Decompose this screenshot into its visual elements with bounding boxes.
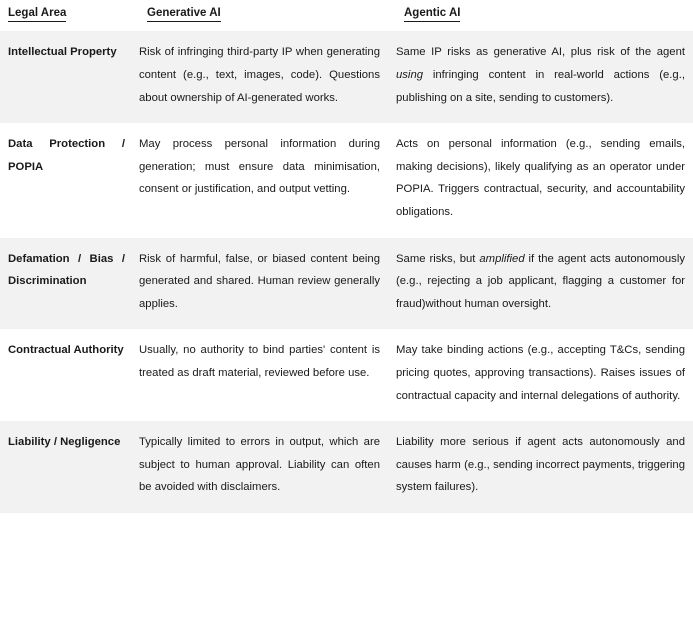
cell-agentic-ai: Same IP risks as generative AI, plus risk of the agent using infringing content in real-world actions (e.g., publishing on a site, sending to customers).: [396, 46, 685, 104]
cell-generative-ai: Typically limited to errors in output, which are subject to human approval. Liability can often be avoided with disclaimers.: [139, 436, 380, 494]
cell-agentic-ai: May take binding actions (e.g., accepting T&Cs, sending pricing quotes, approving transactions). Raises issues of contractual capacity and internal delegations of authority.: [396, 344, 685, 402]
table-header-row: [0, 0, 693, 31]
cell-legal-area: Data Protection / POPIA: [8, 138, 125, 173]
cell-generative-ai: Risk of harmful, false, or biased content being generated and shared. Human review generally applies.: [139, 252, 380, 310]
table-row: [0, 123, 693, 237]
cell-generative-ai: Usually, no authority to bind parties' content is treated as draft material, reviewed before use.: [139, 344, 380, 379]
column-header-generative-ai-label: Generative AI: [147, 6, 221, 22]
cell-generative-ai: Risk of infringing third-party IP when generating content (e.g., text, images, code). Questions about ownership of AI-generated works.: [139, 46, 380, 104]
column-header-legal-area-label: Legal Area: [8, 6, 66, 22]
cell-agentic-ai: Acts on personal information (e.g., sending emails, making decisions), likely qualifying as an operator under POPIA. Triggers contractual, security, and accountability obligations.: [396, 138, 685, 218]
cell-legal-area: Liability / Negligence: [8, 436, 121, 449]
cell-agentic-ai: Liability more serious if agent acts autonomously and causes harm (e.g., sending incorrect payments, triggering system failures).: [396, 436, 685, 494]
table-row: [0, 238, 693, 330]
cell-legal-area: Intellectual Property: [8, 46, 117, 59]
table-row: [0, 329, 693, 421]
column-header-agentic-ai-label: Agentic AI: [404, 6, 460, 22]
table-row: [0, 31, 693, 123]
column-header-legal-area: [0, 0, 139, 31]
table-header: [0, 0, 693, 31]
column-header-generative-ai: [139, 0, 396, 31]
table-row: [0, 421, 693, 513]
emphasis-text: using: [396, 68, 424, 81]
cell-agentic-ai: Same risks, but amplified if the agent acts autonomously (e.g., rejecting a job applicant, flagging a customer for fraud)without human oversight.: [396, 252, 685, 310]
cell-generative-ai: May process personal information during generation; must ensure data minimisation, consent or justification, and output vetting.: [139, 138, 380, 196]
cell-legal-area: Contractual Authority: [8, 344, 124, 357]
column-header-agentic-ai: [396, 0, 693, 31]
emphasis-text: amplified: [479, 252, 525, 265]
table-body: [0, 31, 693, 513]
cell-legal-area: Defamation / Bias / Discrimination: [8, 252, 125, 288]
